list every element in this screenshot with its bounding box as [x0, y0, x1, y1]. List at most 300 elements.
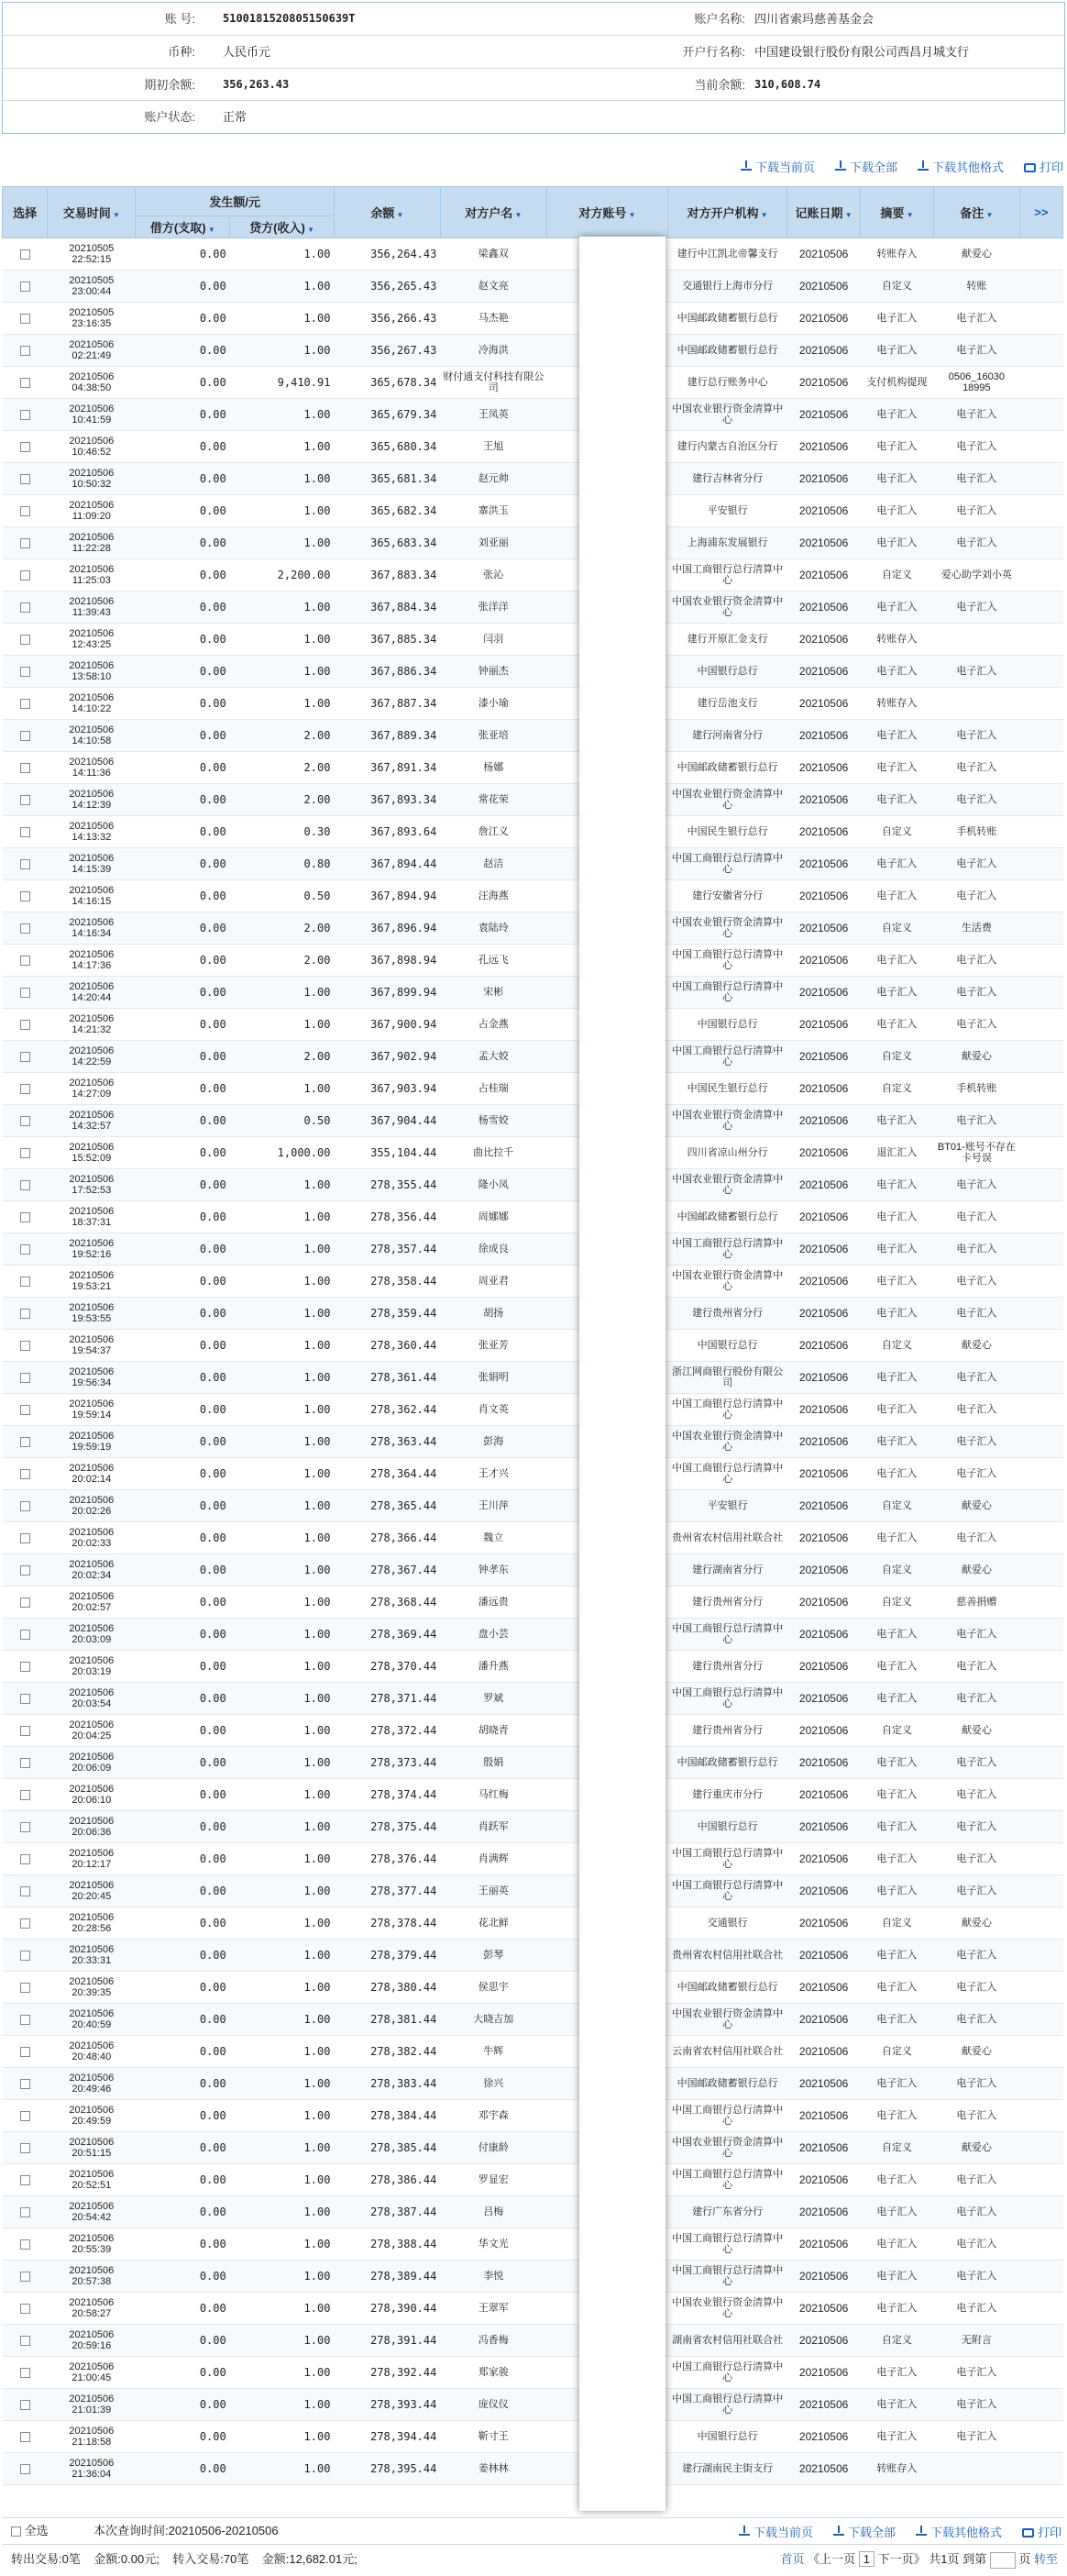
cell-counterparty-name: 庞仪仪: [440, 2389, 546, 2421]
table-row[interactable]: [3, 1972, 1063, 2004]
row-checkbox[interactable]: [20, 795, 30, 805]
cell-select: [3, 2196, 48, 2228]
prev-page-link[interactable]: 《上一页: [808, 2552, 856, 2566]
cell-counterparty-bank: 中国农业银行资金清算中心: [668, 1266, 787, 1298]
row-checkbox[interactable]: [20, 410, 30, 420]
col-debit[interactable]: 借方(支取) ▼: [136, 216, 230, 238]
cell-empty: [1019, 688, 1062, 720]
row-checkbox[interactable]: [20, 1630, 30, 1640]
cell-select: [3, 1394, 48, 1426]
table-row[interactable]: [3, 559, 1063, 591]
download-other-format-button-bottom[interactable]: 下载其他格式: [916, 2523, 1002, 2539]
col-counterparty-account[interactable]: 对方账号 ▼: [546, 187, 667, 238]
cell-credit: 0.30: [230, 816, 335, 848]
cell-counterparty-bank: 中国农业银行资金清算中心: [668, 591, 787, 624]
cell-time: 20210506 20:33:31: [48, 1940, 136, 1972]
cell-post-date: 20210506: [787, 238, 861, 271]
cell-remark: [933, 624, 1019, 656]
cell-counterparty-name: 魏立: [440, 1522, 546, 1554]
cell-credit: 1.00: [230, 656, 335, 688]
row-checkbox[interactable]: [20, 1244, 30, 1255]
row-checkbox[interactable]: [20, 1405, 30, 1415]
cell-empty: [1019, 945, 1062, 977]
table-row[interactable]: [3, 2068, 1063, 2100]
table-row[interactable]: [3, 2228, 1063, 2261]
table-row[interactable]: [3, 1811, 1063, 1843]
table-row[interactable]: [3, 1875, 1063, 1907]
cell-remark: 电子汇入: [933, 527, 1019, 559]
cell-summary: 自定义: [861, 1041, 934, 1073]
table-row[interactable]: [3, 1394, 1063, 1426]
cell-credit: 1.00: [230, 1554, 335, 1587]
cell-select: [3, 816, 48, 848]
table-row[interactable]: [3, 945, 1063, 977]
table-row[interactable]: [3, 1940, 1063, 1972]
cell-counterparty-bank: 建行安徽省分行: [668, 880, 787, 912]
cell-debit: 0.00: [136, 495, 230, 527]
table-row[interactable]: [3, 1747, 1063, 1779]
table-row[interactable]: [3, 1362, 1063, 1394]
cell-select: [3, 1458, 48, 1490]
cell-balance: 365,680.34: [334, 431, 440, 463]
cell-credit: 2.00: [230, 784, 335, 816]
cell-debit: 0.00: [136, 1009, 230, 1041]
cell-debit: 0.00: [136, 1522, 230, 1554]
table-row[interactable]: [3, 1619, 1063, 1651]
row-checkbox[interactable]: [20, 1501, 30, 1511]
row-checkbox[interactable]: [20, 699, 30, 709]
cell-credit: 1.00: [230, 527, 335, 559]
cell-credit: 2,200.00: [230, 559, 335, 591]
row-checkbox[interactable]: [20, 1951, 30, 1961]
cell-select: [3, 2357, 48, 2389]
row-checkbox[interactable]: [20, 763, 30, 773]
cell-counterparty-name: 胡晓青: [440, 1715, 546, 1747]
table-row[interactable]: [3, 2164, 1063, 2196]
table-row[interactable]: [3, 912, 1063, 945]
row-checkbox[interactable]: [20, 2272, 30, 2282]
table-row[interactable]: [3, 2004, 1063, 2036]
row-checkbox[interactable]: [20, 2368, 30, 2378]
col-post-date[interactable]: 记账日期 ▼: [787, 187, 861, 238]
row-checkbox[interactable]: [20, 988, 30, 998]
cell-counterparty-bank: 中国工商银行总行清算中心: [668, 1394, 787, 1426]
row-checkbox[interactable]: [20, 2143, 30, 2153]
select-all-checkbox[interactable]: [11, 2526, 21, 2537]
account-name-label: 账户名称:: [694, 12, 745, 26]
row-checkbox[interactable]: [20, 1662, 30, 1672]
cell-remark: 电子汇入: [933, 1233, 1019, 1266]
table-row[interactable]: [3, 2389, 1063, 2421]
cell-balance: 278,363.44: [334, 1426, 440, 1458]
row-checkbox[interactable]: [20, 2207, 30, 2217]
cell-select: [3, 1843, 48, 1875]
cell-credit: 1.00: [230, 1490, 335, 1522]
table-row[interactable]: [3, 1490, 1063, 1522]
row-checkbox[interactable]: [20, 1148, 30, 1158]
cell-post-date: 20210506: [787, 1619, 861, 1651]
cell-debit: 0.00: [136, 303, 230, 335]
cell-debit: 0.00: [136, 2261, 230, 2293]
row-checkbox[interactable]: [20, 635, 30, 645]
table-row[interactable]: [3, 752, 1063, 784]
row-checkbox[interactable]: [20, 1758, 30, 1768]
row-checkbox[interactable]: [20, 827, 30, 837]
table-row[interactable]: [3, 1779, 1063, 1811]
cell-remark: 手机转账: [933, 816, 1019, 848]
row-checkbox[interactable]: [20, 538, 30, 548]
cell-post-date: 20210506: [787, 2421, 861, 2453]
cell-summary: 转账存入: [861, 238, 934, 271]
row-checkbox[interactable]: [20, 2464, 30, 2474]
next-page-link[interactable]: 下一页》: [877, 2552, 926, 2566]
cell-time: 20210506 20:02:26: [48, 1490, 136, 1522]
table-row[interactable]: [3, 1843, 1063, 1875]
cell-counterparty-bank: 中国农业银行资金清算中心: [668, 784, 787, 816]
row-checkbox[interactable]: [20, 1437, 30, 1447]
row-checkbox[interactable]: [20, 346, 30, 356]
row-checkbox[interactable]: [20, 1116, 30, 1126]
cell-debit: 0.00: [136, 1266, 230, 1298]
cell-counterparty-bank: 建行河南省分行: [668, 720, 787, 752]
cell-balance: 278,372.44: [334, 1715, 440, 1747]
cell-credit: 1.00: [230, 977, 335, 1009]
row-checkbox[interactable]: [20, 1084, 30, 1094]
row-checkbox[interactable]: [20, 2079, 30, 2089]
cell-balance: 278,359.44: [334, 1298, 440, 1330]
table-row[interactable]: [3, 303, 1063, 335]
table-row[interactable]: [3, 2196, 1063, 2228]
table-row[interactable]: [3, 431, 1063, 463]
row-checkbox[interactable]: [20, 2047, 30, 2057]
table-row[interactable]: [3, 688, 1063, 720]
cell-summary: 退汇汇入: [861, 1137, 934, 1169]
row-checkbox[interactable]: [20, 1694, 30, 1704]
table-row[interactable]: [3, 463, 1063, 495]
goto-page-input[interactable]: [990, 2552, 1016, 2569]
col-summary[interactable]: 摘要 ▼: [861, 187, 934, 238]
cell-time: 20210506 21:36:04: [48, 2453, 136, 2485]
table-row[interactable]: [3, 1330, 1063, 1362]
col-time[interactable]: 交易时间 ▼: [48, 187, 136, 238]
row-checkbox[interactable]: [20, 667, 30, 677]
table-row[interactable]: [3, 784, 1063, 816]
account-no-value: 5100181520805150639T: [223, 12, 356, 25]
row-checkbox[interactable]: [20, 891, 30, 901]
table-row[interactable]: [3, 1266, 1063, 1298]
cell-balance: 278,368.44: [334, 1587, 440, 1619]
row-checkbox[interactable]: [20, 923, 30, 934]
table-row[interactable]: [3, 1105, 1063, 1137]
cell-remark: 生活费: [933, 912, 1019, 945]
table-row[interactable]: [3, 2100, 1063, 2132]
table-row[interactable]: [3, 2132, 1063, 2164]
cell-empty: [1019, 977, 1062, 1009]
row-checkbox[interactable]: [20, 378, 30, 388]
table-row[interactable]: [3, 591, 1063, 624]
download-all-button[interactable]: 下载全部: [835, 158, 897, 174]
cell-post-date: 20210506: [787, 1683, 861, 1715]
row-checkbox[interactable]: [20, 2400, 30, 2410]
table-row[interactable]: [3, 527, 1063, 559]
table-row[interactable]: [3, 1201, 1063, 1233]
table-row[interactable]: [3, 1907, 1063, 1940]
cell-post-date: 20210506: [787, 2453, 861, 2485]
go-page-button[interactable]: 转至: [1033, 2552, 1058, 2566]
cell-debit: 0.00: [136, 1940, 230, 1972]
table-row[interactable]: [3, 1522, 1063, 1554]
cell-time: 20210506 20:12:17: [48, 1843, 136, 1875]
table-row[interactable]: [3, 2357, 1063, 2389]
row-checkbox[interactable]: [20, 1277, 30, 1287]
cell-credit: 1.00: [230, 399, 335, 431]
cell-post-date: 20210506: [787, 495, 861, 527]
table-row[interactable]: [3, 335, 1063, 367]
table-row[interactable]: [3, 656, 1063, 688]
table-row[interactable]: [3, 848, 1063, 880]
cell-post-date: 20210506: [787, 1201, 861, 1233]
cell-counterparty-bank: 中国工商银行总行清算中心: [668, 945, 787, 977]
table-row[interactable]: [3, 2421, 1063, 2453]
row-checkbox[interactable]: [20, 2336, 30, 2346]
table-row[interactable]: [3, 1233, 1063, 1266]
cell-counterparty-bank: 中国民生银行总行: [668, 816, 787, 848]
table-row[interactable]: [3, 1169, 1063, 1201]
table-row[interactable]: [3, 238, 1063, 271]
cell-counterparty-name: 王凤英: [440, 399, 546, 431]
cell-counterparty-name: 罗显宏: [440, 2164, 546, 2196]
cell-post-date: 20210506: [787, 912, 861, 945]
cell-summary: 自定义: [861, 271, 934, 303]
table-row[interactable]: [3, 2453, 1063, 2485]
table-row[interactable]: [3, 1426, 1063, 1458]
cell-counterparty-name: 张亚芳: [440, 1330, 546, 1362]
download-other-format-button[interactable]: 下载其他格式: [918, 158, 1004, 174]
cell-remark: 电子汇入: [933, 1394, 1019, 1426]
table-row[interactable]: [3, 367, 1063, 399]
cell-debit: 0.00: [136, 1972, 230, 2004]
table-row[interactable]: [3, 816, 1063, 848]
table-row[interactable]: [3, 977, 1063, 1009]
cell-counterparty-name: 冷海洪: [440, 335, 546, 367]
cell-counterparty-name: 杨娜: [440, 752, 546, 784]
cell-counterparty-bank: 中国农业银行资金清算中心: [668, 1169, 787, 1201]
cell-time: 20210506 20:20:45: [48, 1875, 136, 1907]
table-row[interactable]: [3, 495, 1063, 527]
cell-counterparty-name: 彭海: [440, 1426, 546, 1458]
cell-debit: 0.00: [136, 1394, 230, 1426]
cell-empty: [1019, 912, 1062, 945]
row-checkbox[interactable]: [20, 859, 30, 869]
table-row[interactable]: [3, 1137, 1063, 1169]
row-checkbox[interactable]: [20, 1983, 30, 1993]
table-row[interactable]: [3, 624, 1063, 656]
row-checkbox[interactable]: [20, 956, 30, 966]
table-row[interactable]: [3, 2036, 1063, 2068]
table-row[interactable]: [3, 1458, 1063, 1490]
cell-summary: 电子汇入: [861, 1105, 934, 1137]
row-checkbox[interactable]: [20, 2304, 30, 2314]
table-row[interactable]: [3, 271, 1063, 303]
row-checkbox[interactable]: [20, 249, 30, 260]
cell-remark: 电子汇入: [933, 1811, 1019, 1843]
cell-debit: 0.00: [136, 1041, 230, 1073]
cell-summary: 自定义: [861, 559, 934, 591]
table-row[interactable]: [3, 2261, 1063, 2293]
table-row[interactable]: [3, 1041, 1063, 1073]
col-counterparty-bank[interactable]: 对方开户机构 ▼: [668, 187, 787, 238]
more-columns-button[interactable]: >>: [1019, 187, 1062, 238]
cell-empty: [1019, 1587, 1062, 1619]
cell-counterparty-bank: 建行贵州省分行: [668, 1587, 787, 1619]
cell-credit: 0.80: [230, 848, 335, 880]
table-row[interactable]: [3, 880, 1063, 912]
cell-time: 20210506 20:04:25: [48, 1715, 136, 1747]
print-button[interactable]: 打印: [1024, 158, 1063, 174]
cell-summary: 电子汇入: [861, 1747, 934, 1779]
col-remark[interactable]: 备注 ▼: [933, 187, 1019, 238]
cell-empty: [1019, 624, 1062, 656]
print-button-bottom[interactable]: 打印: [1022, 2523, 1062, 2539]
cell-time: 20210506 10:50:32: [48, 463, 136, 495]
table-row[interactable]: [3, 1554, 1063, 1587]
row-checkbox[interactable]: [20, 1598, 30, 1608]
account-no-label: 账 号:: [164, 12, 195, 26]
table-row[interactable]: [3, 1683, 1063, 1715]
row-checkbox[interactable]: [20, 731, 30, 741]
cell-select: [3, 1233, 48, 1266]
cell-counterparty-name: 张洋洋: [440, 591, 546, 624]
cell-empty: [1019, 2261, 1062, 2293]
cell-summary: 电子汇入: [861, 1426, 934, 1458]
row-checkbox[interactable]: [20, 1052, 30, 1062]
cell-select: [3, 271, 48, 303]
download-current-button[interactable]: 下载当前页: [741, 158, 815, 174]
row-checkbox[interactable]: [20, 1533, 30, 1543]
row-checkbox[interactable]: [20, 442, 30, 452]
table-row[interactable]: [3, 1298, 1063, 1330]
row-checkbox[interactable]: [20, 1565, 30, 1575]
cell-counterparty-bank: 贵州省农村信用社联合社: [668, 1940, 787, 1972]
row-checkbox[interactable]: [20, 1309, 30, 1319]
row-checkbox[interactable]: [20, 1854, 30, 1864]
table-row[interactable]: [3, 1009, 1063, 1041]
cell-post-date: 20210506: [787, 2068, 861, 2100]
cell-counterparty-name: 王旭: [440, 431, 546, 463]
cell-summary: 电子汇入: [861, 2164, 934, 2196]
download-all-button-bottom[interactable]: 下载全部: [833, 2523, 896, 2539]
cell-debit: 0.00: [136, 2228, 230, 2261]
cell-remark: 电子汇入: [933, 1105, 1019, 1137]
col-counterparty-name[interactable]: 对方户名 ▼: [440, 187, 546, 238]
cell-empty: [1019, 1779, 1062, 1811]
row-checkbox[interactable]: [20, 1886, 30, 1896]
table-row[interactable]: [3, 1715, 1063, 1747]
cell-counterparty-name: 牛辉: [440, 2036, 546, 2068]
cell-counterparty-name: 徐成良: [440, 1233, 546, 1266]
cell-counterparty-bank: 贵州省农村信用社联合社: [668, 1522, 787, 1554]
cell-balance: 278,377.44: [334, 1875, 440, 1907]
cell-credit: 1.00: [230, 335, 335, 367]
select-all[interactable]: 全选: [11, 2518, 49, 2544]
cell-remark: 电子汇入: [933, 1458, 1019, 1490]
row-checkbox[interactable]: [20, 603, 30, 613]
row-checkbox[interactable]: [20, 2432, 30, 2442]
row-checkbox[interactable]: [20, 1180, 30, 1190]
cell-summary: 支付机构提现: [861, 367, 934, 399]
cell-remark: 电子汇入: [933, 1875, 1019, 1907]
cell-select: [3, 784, 48, 816]
row-checkbox[interactable]: [20, 570, 30, 580]
row-checkbox[interactable]: [20, 2015, 30, 2025]
cell-remark: 无附言: [933, 2325, 1019, 2357]
cell-remark: 电子汇入: [933, 1779, 1019, 1811]
download-current-button-bottom[interactable]: 下载当前页: [739, 2523, 813, 2539]
cell-balance: 278,362.44: [334, 1394, 440, 1426]
cell-debit: 0.00: [136, 2036, 230, 2068]
table-row[interactable]: [3, 1651, 1063, 1683]
cell-select: [3, 1747, 48, 1779]
first-page-link[interactable]: 首页: [780, 2552, 805, 2566]
row-checkbox[interactable]: [20, 1918, 30, 1929]
row-checkbox[interactable]: [20, 282, 30, 292]
table-row[interactable]: [3, 1587, 1063, 1619]
table-row[interactable]: [3, 720, 1063, 752]
cell-time: 20210506 14:13:32: [48, 816, 136, 848]
row-checkbox[interactable]: [20, 1212, 30, 1222]
cell-select: [3, 2325, 48, 2357]
row-checkbox[interactable]: [20, 1373, 30, 1383]
cell-select: [3, 399, 48, 431]
table-row[interactable]: [3, 1073, 1063, 1105]
cell-time: 20210506 20:58:27: [48, 2293, 136, 2325]
cell-balance: 367,884.34: [334, 591, 440, 624]
cell-balance: 278,366.44: [334, 1522, 440, 1554]
row-checkbox[interactable]: [20, 506, 30, 516]
cell-post-date: 20210506: [787, 1169, 861, 1201]
cell-summary: 电子汇入: [861, 1522, 934, 1554]
cell-select: [3, 1073, 48, 1105]
cell-balance: 367,902.94: [334, 1041, 440, 1073]
cell-summary: 电子汇入: [861, 1875, 934, 1907]
row-checkbox[interactable]: [20, 1020, 30, 1030]
cell-remark: 手机转账: [933, 1073, 1019, 1105]
row-checkbox[interactable]: [20, 2175, 30, 2185]
cell-time: 20210505 22:52:15: [48, 238, 136, 271]
row-checkbox[interactable]: [20, 2239, 30, 2250]
table-row[interactable]: [3, 399, 1063, 431]
col-balance[interactable]: 余额 ▼: [334, 187, 440, 238]
cell-time: 20210506 21:00:45: [48, 2357, 136, 2389]
col-credit[interactable]: 贷方(收入) ▼: [230, 216, 335, 238]
row-checkbox[interactable]: [20, 314, 30, 324]
row-checkbox[interactable]: [20, 1341, 30, 1351]
table-row[interactable]: [3, 2325, 1063, 2357]
cell-summary: 自定义: [861, 1554, 934, 1587]
cell-credit: 1.00: [230, 1330, 335, 1362]
row-checkbox[interactable]: [20, 1790, 30, 1800]
cell-counterparty-bank: 中国农业银行资金清算中心: [668, 2132, 787, 2164]
row-checkbox[interactable]: [20, 1469, 30, 1479]
row-checkbox[interactable]: [20, 1726, 30, 1736]
row-checkbox[interactable]: [20, 1822, 30, 1832]
row-checkbox[interactable]: [20, 2111, 30, 2121]
cell-summary: 电子汇入: [861, 848, 934, 880]
cell-remark: 电子汇入: [933, 1169, 1019, 1201]
cell-empty: [1019, 1811, 1062, 1843]
row-checkbox[interactable]: [20, 474, 30, 484]
table-row[interactable]: [3, 2293, 1063, 2325]
